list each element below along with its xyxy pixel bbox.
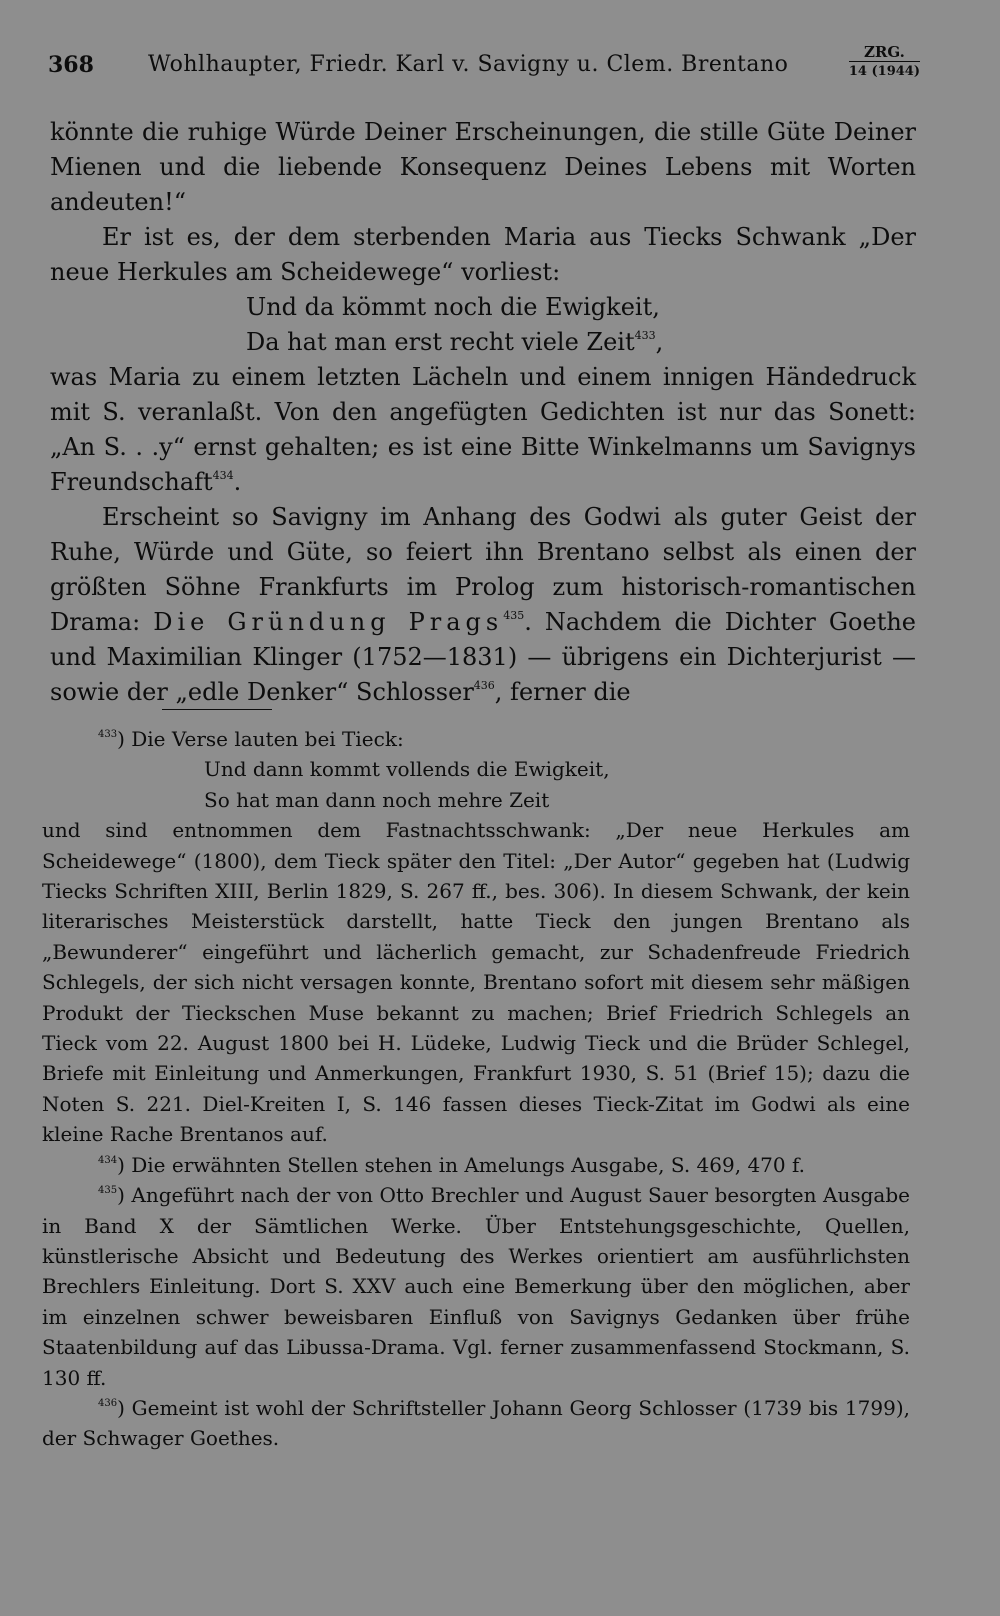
verse-line-1: Und da kömmt noch die Ewigkeit, xyxy=(246,293,660,321)
journal-abbreviation: ZRG. xyxy=(849,44,920,62)
journal-reference xyxy=(849,44,920,80)
footnote-ref-436: 436 xyxy=(473,679,495,692)
footnote-label-434: 434 xyxy=(98,1154,118,1166)
footnote-434 xyxy=(42,1150,910,1180)
paragraph-3 xyxy=(50,360,916,500)
footnote-433-text: und sind entnommen dem Fastnachtsschwank: „Der neue Herkules am Scheidewege“ (1800), dem Tieck später den Titel: „Der Autor“ gegeben hat (Ludwig Tiecks Schriften XIII, Berlin 1829, S. 267 ff., bes. 306). In diesem Schwank, der kein literarisches Meisterstück darstellt, hatte Tieck den jungen Brentano als „Bewunderer“ eingeführt und lächerlich gemacht, zur Schadenfreude Friedrich Schlegels, der sich nicht versagen konnte, Brentano sofort mit diesem sehr mäßigen Produkt der Tieckschen Muse bekannt zu machen; Brief Friedrich Schlegels an Tieck vom 22. August 1800 bei H. Lüdeke, Ludwig Tieck und die Brüder Schlegel, Briefe mit Einleitung und Anmerkungen, Frankfurt 1930, S. 51 (Brief 15); dazu die Noten S. 221. Diel-Kreiten I, S. 146 fassen dieses Tieck-Zitat im Godwi als eine kleine Rache Brentanos auf. xyxy=(42,818,910,1147)
footnote-ref-434: 434 xyxy=(212,469,234,482)
footnote-label-436: 436 xyxy=(98,1397,118,1409)
footnote-433-intro xyxy=(42,724,910,754)
footnote-433-verse-2: So hat man dann noch mehre Zeit xyxy=(204,787,550,812)
paragraph-3-end: . xyxy=(233,468,242,496)
footnote-433-intro-text: ) Die Verse lauten bei Tieck: xyxy=(117,727,404,751)
footnote-separator xyxy=(162,709,272,710)
footnote-434-text: ) Die erwähnten Stellen stehen in Amelungs Ausgabe, S. 469, 470 f. xyxy=(117,1152,806,1177)
footnote-435-text: ) Angeführt nach der von Otto Brechler und August Sauer besorgten Ausgabe in Band X der Sämtlichen Werke. Über Entstehungsgeschichte, Quellen, künstlerische Absicht und Bedeutung des Werkes orientiert am ausführlichsten Brechlers Einleitung. Dort S. XXV auch eine Bemerkung über den möglichen, aber im einzelnen schwer beweisbaren Einfluß von Savignys Gedanken über frühe Staatenbildung auf das Libussa-Drama. Vgl. ferner zusammenfassend Stockmann, S. 130 ff. xyxy=(42,1183,910,1390)
footnote-label-433: 433 xyxy=(98,729,118,740)
paragraph-2: Er ist es, der dem sterbenden Maria aus Tiecks Schwank „Der neue Herkules am Scheidewege“ vorliest: xyxy=(50,223,916,286)
drama-title-spaced: Die Gründung Prags xyxy=(153,608,504,636)
footnotes xyxy=(42,724,910,1454)
paragraph-3-text: was Maria zu einem letzten Lächeln und einem innigen Händedruck mit S. veranlaßt. Von den angefügten Gedichten ist nur das Sonett: „An S. . .y“ ernst gehalten; es ist eine Bitte Winkelmanns um Savignys Freundschaft xyxy=(50,363,916,496)
footnote-ref-435: 435 xyxy=(503,609,525,622)
verse-line-2 xyxy=(50,325,916,360)
running-title: Wohlhaupter, Friedr. Karl v. Savigny u. Clem. Brentano xyxy=(148,52,789,77)
verse-line-2-text: Da hat man erst recht viele Zeit xyxy=(246,328,635,356)
footnote-436-text: ) Gemeint ist wohl der Schriftsteller Johann Georg Schlosser (1739 bis 1799), der Schwager Goethes. xyxy=(42,1395,910,1451)
footnote-ref-433: 433 xyxy=(634,329,656,342)
footnote-435 xyxy=(42,1180,910,1393)
footnote-label-435: 435 xyxy=(98,1185,118,1197)
journal-volume: 14 (1944) xyxy=(848,64,920,79)
paragraph-4-text-c: , ferner die xyxy=(494,678,631,706)
paragraph-4-text-b: . Nachdem die Dichter Goethe und Maximilian Klinger (1752—1831) — übrigens ein Dichterjurist — sowie der „edle Denker“ Schlosser xyxy=(50,608,917,706)
page-number: 368 xyxy=(48,52,94,78)
paragraph-4 xyxy=(50,500,916,710)
paragraph-1: könnte die ruhige Würde Deiner Erscheinungen, die stille Güte Deiner Mienen und die liebende Konsequenz Deines Lebens mit Worten andeuten!“ xyxy=(50,118,916,216)
main-text xyxy=(50,115,916,710)
footnote-433-verse-1: Und dann kommt vollends die Ewigkeit, xyxy=(204,757,610,782)
paragraph-4-text-a: Erscheint so Savigny im Anhang des Godwi als guter Geist der Ruhe, Würde und Güte, so feiert ihn Brentano selbst als einen der größten Söhne Frankfurts im Prolog zum historisch-romantischen Drama: xyxy=(50,503,916,636)
running-header xyxy=(48,43,920,92)
verse-line-2-tail: , xyxy=(655,328,664,356)
footnote-436 xyxy=(42,1393,910,1454)
